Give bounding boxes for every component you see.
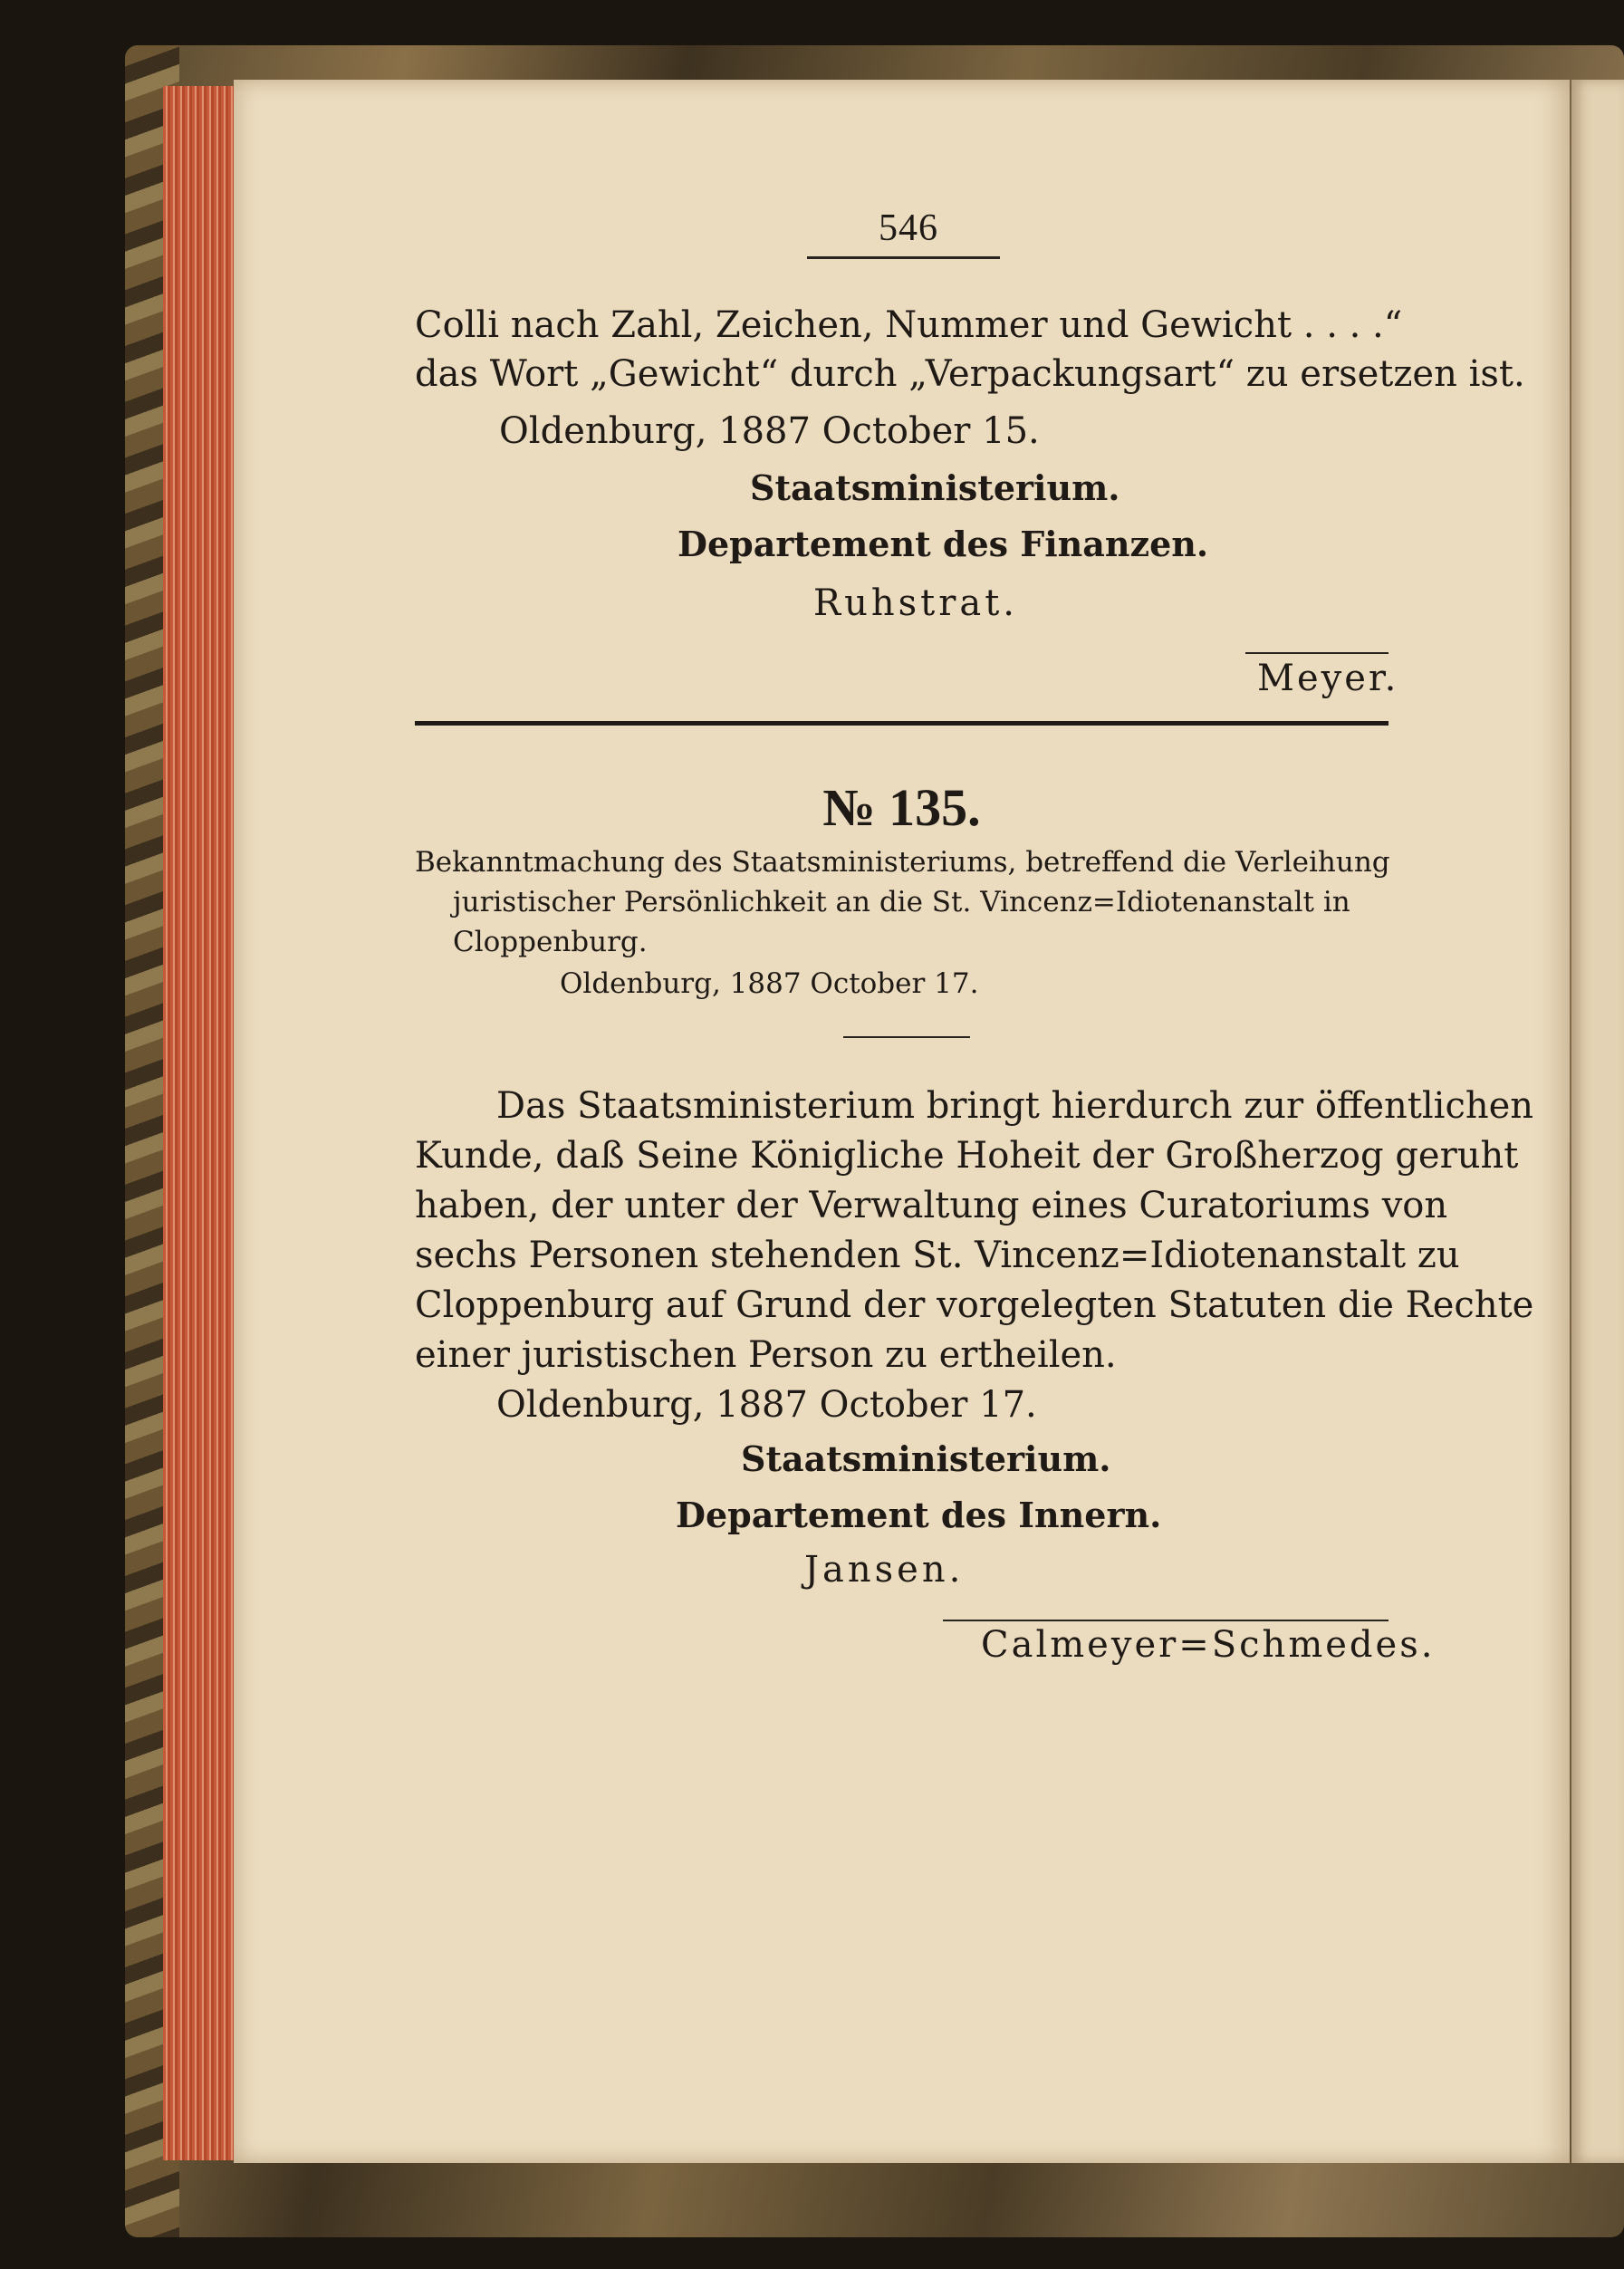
notice-department: Departement des Innern. xyxy=(676,1495,1162,1535)
notice-title-line-2: juristischer Persönlichkeit an die St. Vincenz=Idiotenanstalt in xyxy=(453,886,1350,918)
continuation-department: Departement des Finanzen. xyxy=(677,524,1209,564)
continuation-signer-1: Ruhstrat. xyxy=(813,582,1018,624)
signature-rule-2 xyxy=(943,1620,1389,1621)
notice-body-line: haben, der unter der Verwaltung eines Curatoriums von xyxy=(415,1185,1448,1226)
notice-signer-1: Jansen. xyxy=(804,1549,965,1591)
signature-rule-1 xyxy=(1245,652,1389,654)
page-number: 546 xyxy=(879,207,938,249)
notice-date: Oldenburg, 1887 October 17. xyxy=(496,1384,1037,1426)
continuation-ministry: Staatsministerium. xyxy=(750,467,1120,508)
continuation-line-2: das Wort „Gewicht“ durch „Verpackungsart“ zu ersetzen ist. xyxy=(415,353,1525,395)
continuation-signer-2: Meyer. xyxy=(1257,658,1399,699)
notice-body-line: Das Staatsministerium bringt hierdurch zur öffentlichen xyxy=(496,1085,1534,1127)
notice-number: № 135. xyxy=(822,778,981,837)
notice-body-line: sechs Personen stehenden St. Vincenz=Idiotenanstalt zu xyxy=(415,1235,1460,1276)
page-edges xyxy=(163,86,245,2160)
notice-title-line-1: Bekanntmachung des Staatsministeriums, betreffend die Verleihung xyxy=(415,846,1390,879)
notice-ministry: Staatsministerium. xyxy=(741,1438,1111,1479)
notice-title-date: Oldenburg, 1887 October 17. xyxy=(560,967,979,1000)
bleed-through xyxy=(415,560,453,635)
notice-title-line-3: Cloppenburg. xyxy=(453,926,648,958)
page-number-rule xyxy=(807,256,1000,259)
book-page xyxy=(234,80,1570,2163)
section-divider xyxy=(415,721,1389,726)
continuation-line-1: Colli nach Zahl, Zeichen, Nummer und Gewicht . . . .“ xyxy=(415,304,1403,346)
notice-body-line: Kunde, daß Seine Königliche Hoheit der Großherzog geruht xyxy=(415,1135,1519,1177)
notice-body-line: einer juristischen Person zu ertheilen. xyxy=(415,1334,1117,1376)
notice-signer-2: Calmeyer=Schmedes. xyxy=(981,1624,1436,1666)
facing-page-edge xyxy=(1571,80,1624,2163)
continuation-date: Oldenburg, 1887 October 15. xyxy=(499,410,1040,452)
notice-body-line: Cloppenburg auf Grund der vorgelegten Statuten die Rechte xyxy=(415,1284,1534,1326)
notice-title-rule xyxy=(843,1036,970,1038)
